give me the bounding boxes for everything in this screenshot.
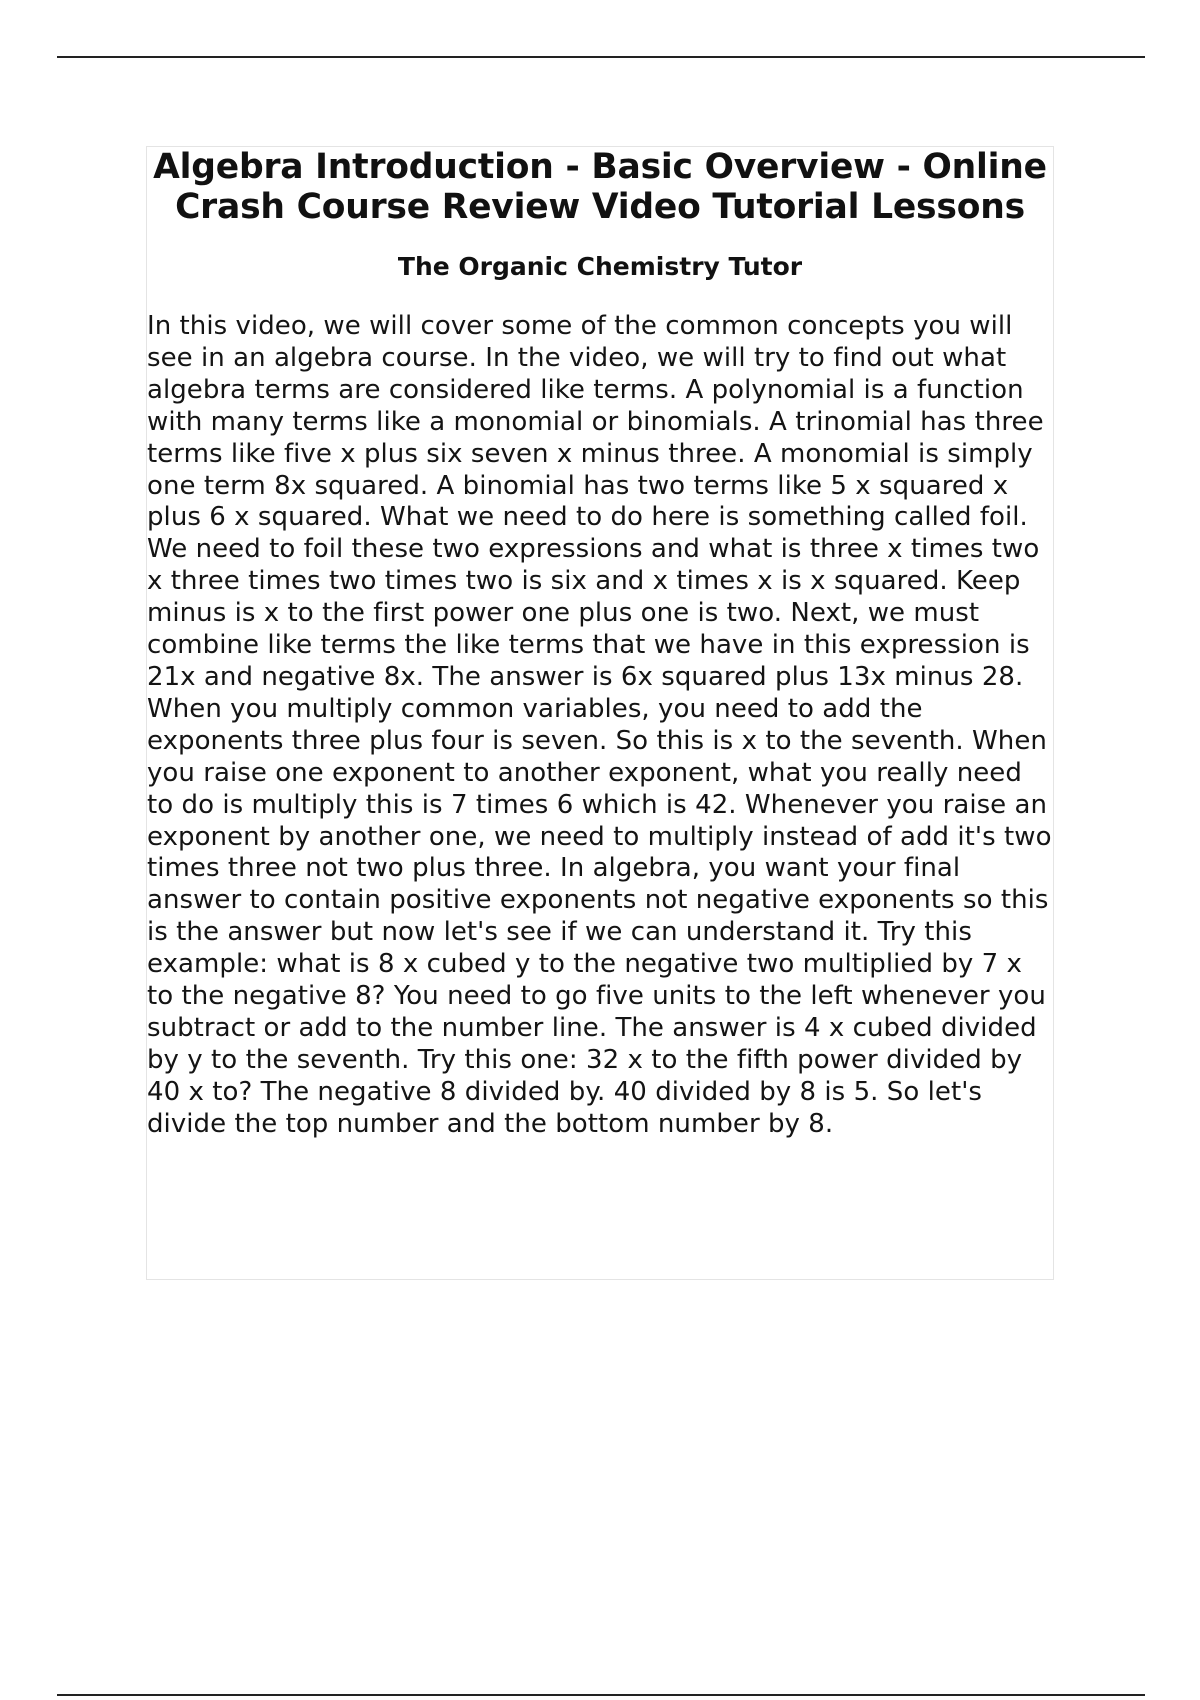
document-author: The Organic Chemistry Tutor xyxy=(397,252,803,281)
document-body: In this video, we will cover some of the common concepts you will see in an algebra course. In the video, we will try to find out what algebra terms are considered like terms. A polynomial is a function with many terms like a monomial or binomials. A trinomial has three terms like five x plus six seven x minus three. A monomial is simply one term 8x squared. A binomial has two terms like 5 x squared x plus 6 x squared. What we need to do here is something called foil. We need to foil these two expressions and what is three x times two x three times two times two is six and x times x is x squared. Keep minus is x to the first power one plus one is two. Next, we must combine like terms the like terms that we have in this expression is 21x and negative 8x. The answer is 6x squared plus 13x minus 28. When you multiply common variables, you need to add the exponents three plus four is seven. So this is x to the seventh. When you raise one exponent to another exponent, what you really need to do is multiply this is 7 times 6 which is 42. Whenever you raise an exponent by another one, we need to multiply instead of add it's two times three not two plus three. In algebra, you want your final answer to contain positive exponents not negative exponents so this is the answer but now let's see if we can understand it. Try this example: what is 8 x cubed y to the negative two multiplied by 7 x to the negative 8? You need to go five units to the left whenever you subtract or add to the number line. The answer is 4 x cubed divided by y to the seventh. Try this one: 32 x to the fifth power divided by 40 x to? The negative 8 divided by. 40 divided by 8 is 5. So let's divide the top number and the bottom number by 8. xyxy=(147,311,1052,1139)
document-card xyxy=(146,146,1054,1280)
bottom-rule xyxy=(57,1694,1145,1696)
top-rule xyxy=(57,56,1145,58)
document-title: Algebra Introduction - Basic Overview - Online Crash Course Review Video Tutorial Lessons xyxy=(153,147,1047,227)
